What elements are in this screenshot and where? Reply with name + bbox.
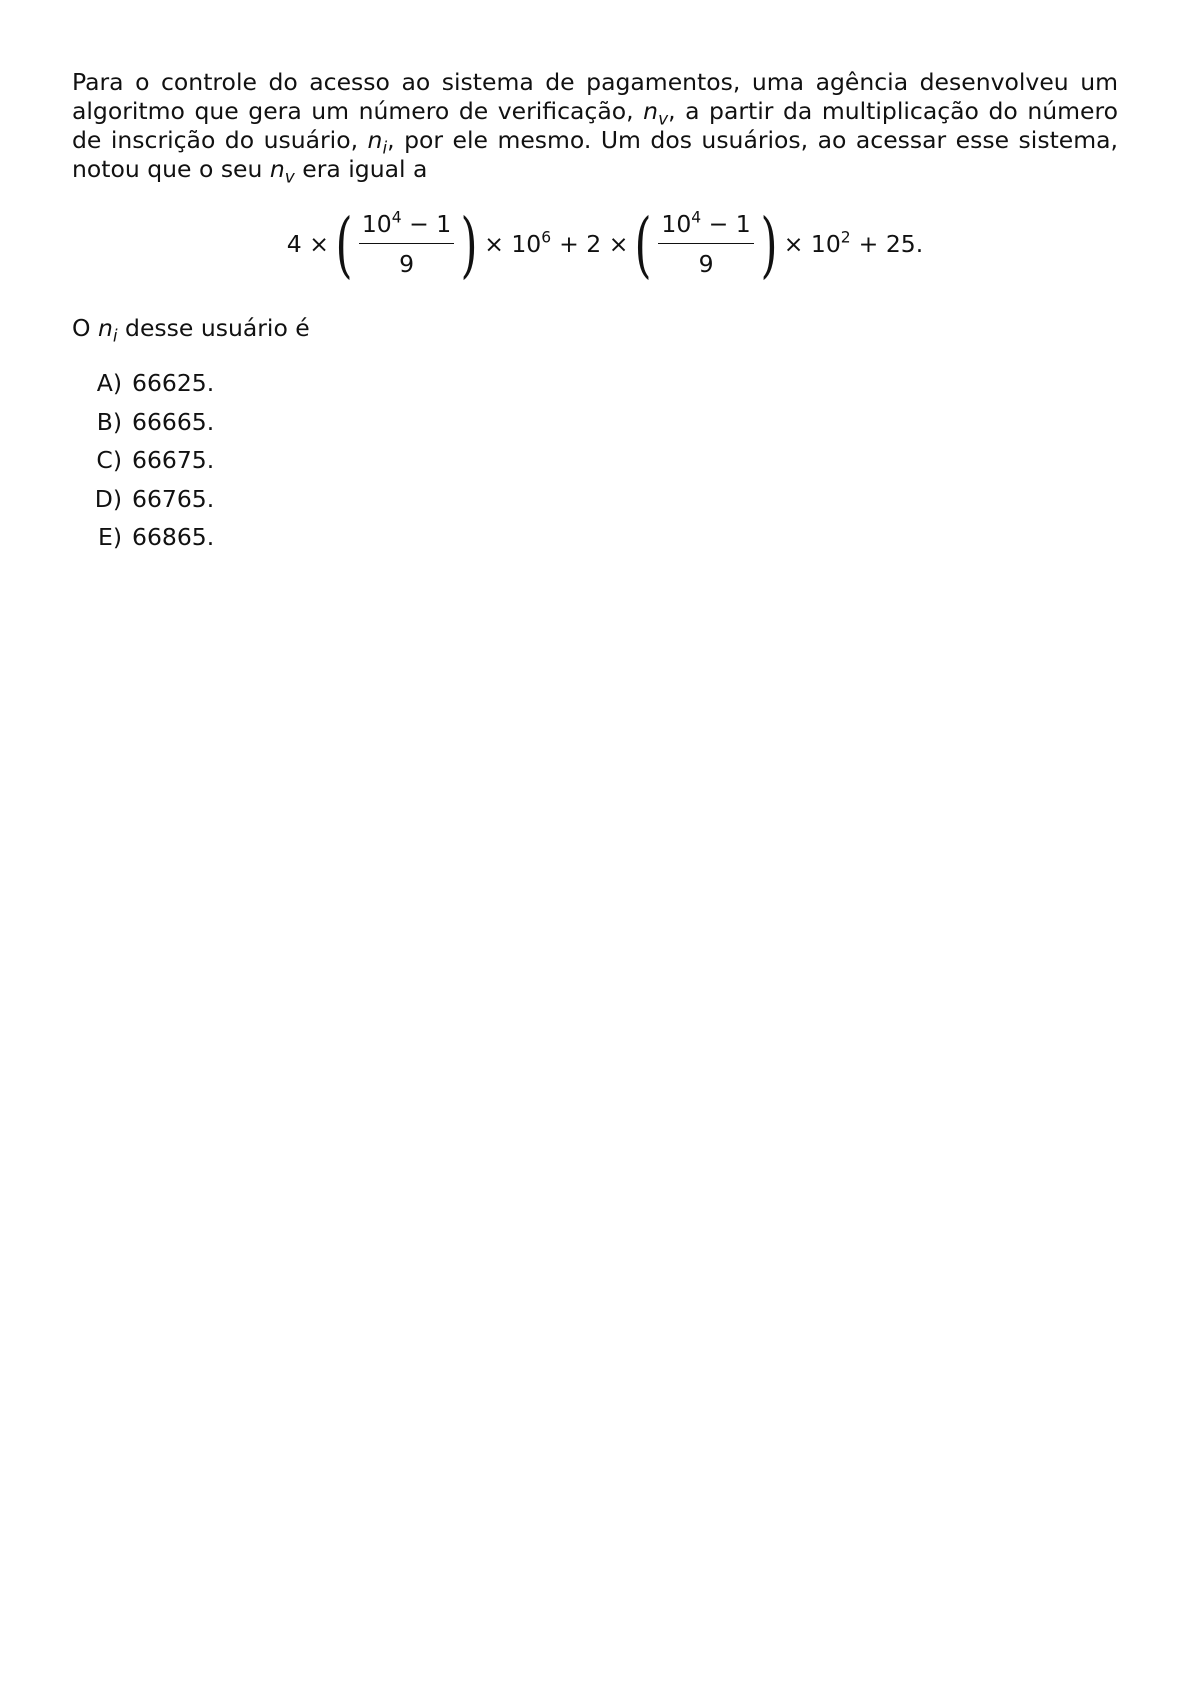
option-letter: D) [94,484,122,513]
option-text: 66765. [132,484,215,513]
formula-power-2: × $10^2$ [783,228,851,258]
option-text: 66675. [132,446,215,474]
option-a[interactable] [72,369,1118,408]
fraction-1 [355,210,458,278]
fraction-2-denominator: 9 [698,250,714,278]
formula-coef-1: 4 × [286,230,329,258]
option-e[interactable] [72,523,1118,562]
option-text: 66625. [132,369,215,397]
option-letter: E) [97,523,122,551]
formula-tail: + 25. [858,230,924,258]
answer-options [72,369,1118,562]
option-letter: C) [96,446,122,474]
intro-text-4: era igual a [294,155,428,183]
option-text: 66665. [132,407,215,436]
formula [72,202,1118,286]
intro-text-1: Para o controle do acesso ao sistema de pagamentos, uma agência desenvolveu um algoritmo que gera um número de verificação, [72,68,1118,125]
fraction-1-numerator: $10^4 - 1$ [359,210,454,244]
option-text: 66865. [132,523,215,551]
option-b[interactable] [72,408,1118,447]
right-paren-1: ) [460,202,478,286]
option-c[interactable] [72,446,1118,485]
fraction-2 [654,210,757,278]
formula-power-1: × $10^6$ [484,228,552,258]
fraction-2-numerator: $10^4 - 1$ [658,210,753,244]
option-letter: A) [96,369,122,397]
fraction-1-denominator: 9 [399,250,415,278]
nv-variable: $n_v$ [643,97,669,129]
nv-variable-2: $n_v$ [269,155,295,187]
ni-variable-question: $n_i$ [97,314,118,346]
left-paren-1: ( [335,202,353,286]
left-paren-2: ( [634,202,652,286]
intro-text-2: , a partir da multiplicação do número de inscrição do usuário, [72,97,1118,154]
formula-coef-2: + 2 × [559,230,629,258]
intro-paragraph [72,68,1119,187]
option-d[interactable] [72,485,1118,524]
question-page [72,68,1118,562]
option-letter: B) [96,407,122,436]
ni-variable: $n_i$ [367,126,388,158]
question-stem: O $n_i$ desse usuário é [72,314,310,346]
intro-text-3: , por ele mesmo. Um dos usuários, ao acessar esse sistema, notou que o seu [72,126,1119,183]
right-paren-2: ) [760,202,778,286]
